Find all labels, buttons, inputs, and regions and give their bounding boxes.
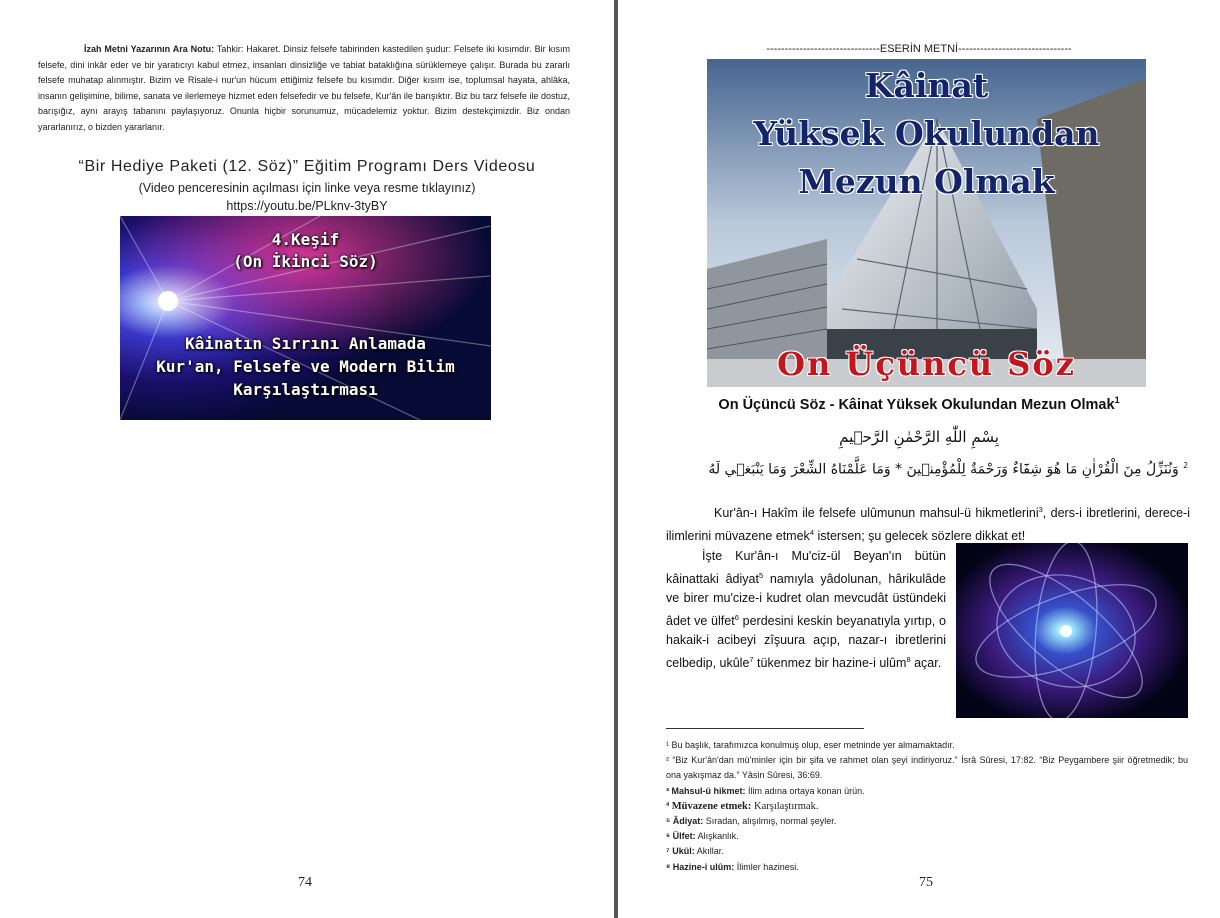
footnote-3-term: ³ Mahsul-ü hikmet: xyxy=(666,785,746,796)
basmala: بِسْمِ اللّٰهِ الرَّحْمٰنِ الرَّح۪يمِ xyxy=(839,428,999,446)
section-header: -------------------------------ESERİN METNİ------------------------------- xyxy=(766,43,1072,55)
footnote-5-term: ⁵ Âdiyat: xyxy=(666,816,704,827)
atom-image xyxy=(956,543,1188,718)
video-subtitle: (Video penceresinin açılması için linke veya resme tıklayınız) xyxy=(138,181,476,195)
chapter-heading-text: On Üçüncü Söz - Kâinat Yüksek Okulundan Mezun Olmak xyxy=(718,396,1115,413)
author-note xyxy=(38,42,570,135)
footnote-6-term: ⁶ Ülfet: xyxy=(666,831,696,842)
right-page xyxy=(618,0,1220,918)
paragraph-2 xyxy=(666,547,946,673)
footnote-ref-5[interactable]: 5 xyxy=(758,571,764,580)
chapter-heading xyxy=(618,395,1220,413)
footnote-ref-1[interactable]: 1 xyxy=(1114,395,1120,405)
video-title: “Bir Hediye Paketi (12. Söz)” Eğitim Programı Ders Videosu xyxy=(78,158,536,175)
footnote-8 xyxy=(666,860,1188,875)
paragraph-2-text-a: İşte Kur'ân-ı Mu'ciz-ül Beyan'ın bütün kâinattaki âdiyat xyxy=(666,549,946,587)
cover-title-line-3: Mezun Olmak xyxy=(798,162,1055,201)
thumbnail-line-3: Kâinatın Sırrını Anlamada xyxy=(185,334,426,353)
footnote-3 xyxy=(666,784,1188,799)
paragraph-1-text-b: , ders-i ibretlerini, derece-i ilimlerini müvazene etmek xyxy=(666,506,1190,544)
footnote-6-def: Alışkanlık. xyxy=(695,831,739,842)
footnote-ref-7[interactable]: 7 xyxy=(749,655,754,665)
paragraph-2-text-c: perdesini keskin beyanatıyla yırtıp, o hakaik-i acibeyi zîşuura açıp, nazar-ı ibretlerini celbedip, ukûle xyxy=(666,614,947,671)
thumbnail-line-1: 4.Keşif xyxy=(271,230,340,249)
building-illustration xyxy=(707,59,1146,387)
paragraph-1 xyxy=(666,500,1190,546)
footnote-7-def: Akıllar. xyxy=(694,846,724,857)
page-number-right: 75 xyxy=(919,875,933,890)
video-link[interactable]: https://youtu.be/PLknv-3tyBY xyxy=(226,199,388,213)
paragraph-1-text-a: Kur'ân-ı Hakîm ile felsefe ulûmunun mahsul-ü hikmetlerini xyxy=(714,506,1039,521)
footnote-5 xyxy=(666,814,1188,829)
paragraph-2-text-b: namıyla yâdolunan, hârikulâde ve birer mu'cize-i kudret olan mevcudât üstündeki âdet ve ülfet xyxy=(666,572,947,629)
footnote-ref-2[interactable]: 2 xyxy=(1183,461,1188,470)
footnote-separator xyxy=(666,728,864,729)
verse-line xyxy=(658,461,1188,478)
thumbnail-line-4: Kur'an, Felsefe ve Modern Bilim xyxy=(156,357,455,376)
paragraph-2-text-e: açar. xyxy=(910,656,942,671)
footnote-3-def: İlim adına ortaya konan ürün. xyxy=(745,785,865,796)
footnote-6 xyxy=(666,829,1188,844)
footnote-7 xyxy=(666,844,1188,859)
footnote-5-def: Sıradan, alışılmış, normal şeyler. xyxy=(703,816,837,827)
cover-image xyxy=(707,59,1146,387)
footnote-2: ² “Biz Kur'ân'dan mü'minler için bir şifa ve rahmet olan şeyi indiriyoruz.” İsrâ Sûresi, 17:82. “Biz Peygambere şiir öğretmedik; bu ona yakışmaz da.” Yâsin Sûresi, 36:69. xyxy=(666,755,1188,781)
footnote-8-term: ⁸ Hazine-i ulûm: xyxy=(666,861,735,872)
footnotes xyxy=(666,738,1188,875)
footnote-ref-8[interactable]: 8 xyxy=(906,655,911,665)
cover-title-line-2: Yüksek Okulundan xyxy=(753,114,1100,153)
thumbnail-line-2: (On İkinci Söz) xyxy=(233,252,378,271)
footnote-4-term: ⁴ Müvazene etmek: xyxy=(666,800,752,812)
footnote-8-def: İlimler hazinesi. xyxy=(734,861,799,872)
footnote-7-term: ⁷ Ukûl: xyxy=(666,846,695,857)
verse-text: وَنُنَزِّلُ مِنَ الْقُرْاٰنِ مَا هُوَ شِفَٓاءٌ وَرَحْمَةٌ لِلْمُؤْمِن۪ينَ * وَمَا عَلَّمْنَاهُ الشِّعْرَ وَمَا يَنْبَغ۪ي لَهُ xyxy=(708,461,1179,478)
footnote-1: ¹ Bu başlık, tarafımızca konulmuş olup, eser metninde yer almamaktadır. xyxy=(666,740,955,750)
footnote-ref-4[interactable]: 4 xyxy=(809,528,814,538)
paragraph-2-text-d: tükenmez bir hazine-i ulûm xyxy=(753,656,907,671)
author-note-text: Tahkir: Hakaret. Dinsiz felsefe tabirinden kastedilen şudur: Felsefe iki kısımdır. Bir kısım felsefe, dini inkâr eder ve bir yaratıcıyı kabul etmez, insanları dinsizliğe ve tabiat bataklığına sürüklemeye çalışır. Burada bu zararlı felsefe muhatap alınmıştır. Bizim ve Risale-i nur'un hücum ettiğimiz felsefe bu kısımdır. Diğer kısım ise, toplumsal hayata, ahlâka, insanın gelişimine, bilime, sanata ve ilerlemeye hizmet eden felsefedir ve bu felsefe, Kur'ân ile barışıktır. Biz bu tarz felsefe ile dostuz, barışığız, aynı arayış tabanını paylaşıyoruz. Onunla hiçbir sorunumuz, mücadelemiz yoktur. Bizim destekçimizdir. Biz ondan yararlanırız, o bizden yararlanır. xyxy=(38,44,570,132)
page-number-left: 74 xyxy=(298,875,312,890)
footnote-ref-6[interactable]: 6 xyxy=(734,613,739,623)
footnote-ref-3[interactable]: 3 xyxy=(1038,505,1043,514)
author-note-label: İzah Metni Yazarının Ara Notu: xyxy=(84,44,215,54)
cover-subtitle: On Üçüncü Söz xyxy=(777,345,1076,383)
paragraph-1-text-c: istersen; şu gelecek sözlere dikkat et! xyxy=(813,529,1026,544)
footnote-4-def: Karşılaştırmak. xyxy=(751,800,819,812)
thumbnail-line-5: Karşılaştırması xyxy=(233,380,378,399)
cover-title-line-1: Kâinat xyxy=(864,66,989,105)
footnote-4 xyxy=(666,799,1188,814)
video-thumbnail[interactable] xyxy=(120,216,491,420)
